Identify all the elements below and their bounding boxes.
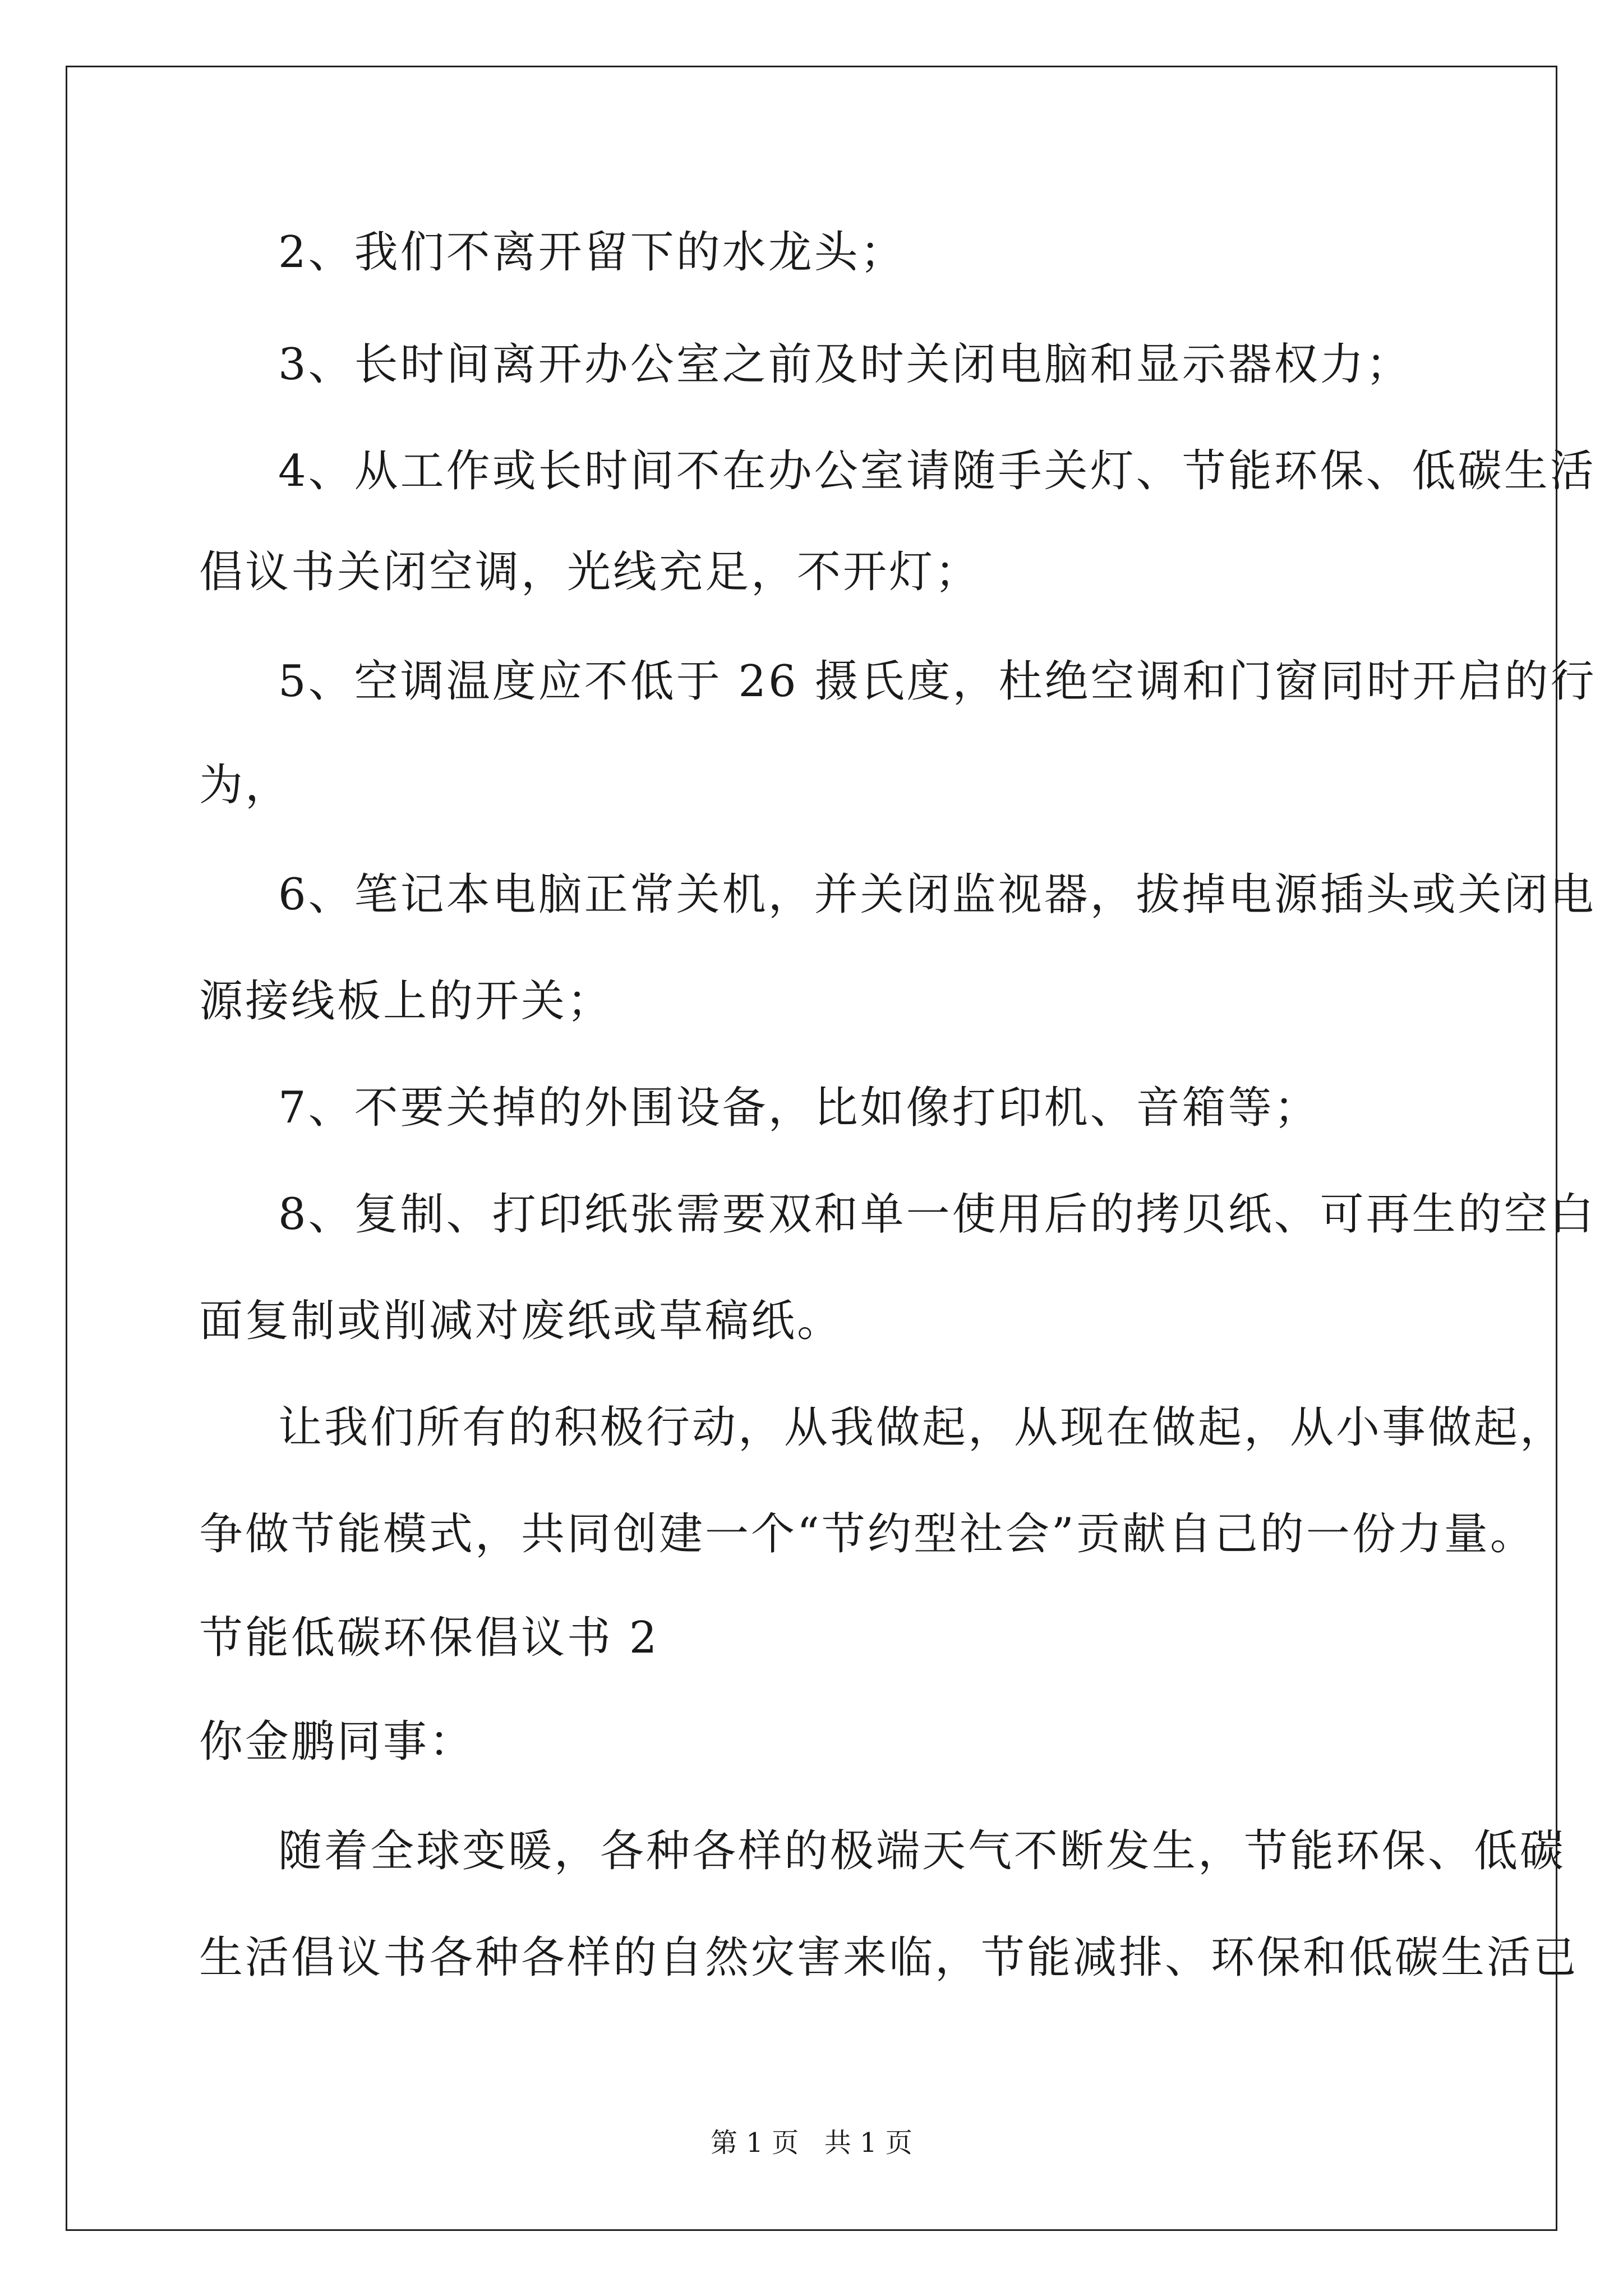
- body-line-1: 随着全球变暖，各种各样的极端天气不断发生，节能环保、低碳: [278, 1826, 1566, 1876]
- closing-line-2: 争做节能模式，共同创建一个“节约型社会”贡献自己的一份力量。: [199, 1509, 1536, 1559]
- item-6-line-1: 6、笔记本电脑正常关机，并关闭监视器，拔掉电源插头或关闭电: [278, 869, 1596, 920]
- item-3-line: 3、长时间离开办公室之前及时关闭电脑和显示器权力；: [278, 339, 1412, 390]
- item-8-line-2: 面复制或削减对废纸或草稿纸。: [199, 1296, 843, 1346]
- item-7-line: 7、不要关掉的外围设备，比如像打印机、音箱等；: [278, 1083, 1320, 1133]
- item-4-line-1: 4、从工作或长时间不在办公室请随手关灯、节能环保、低碳生活: [278, 446, 1596, 496]
- item-8-line-1: 8、复制、打印纸张需要双和单一使用后的拷贝纸、可再生的空白: [278, 1189, 1596, 1240]
- section-heading: 节能低碳环保倡议书 2: [199, 1613, 660, 1663]
- closing-line-1: 让我们所有的积极行动，从我做起，从现在做起，从小事做起，: [278, 1402, 1566, 1453]
- item-4-line-2: 倡议书关闭空调，光线充足，不开灯；: [199, 547, 981, 597]
- item-2-line: 2、我们不离开留下的水龙头；: [278, 227, 906, 278]
- item-6-line-2: 源接线板上的开关；: [199, 976, 614, 1027]
- page-number-footer: 第 1 页 共 1 页: [711, 2127, 912, 2159]
- body-line-2: 生活倡议书各种各样的自然灾害来临，节能减排、环保和低碳生活已: [199, 1932, 1579, 1983]
- salutation: 你金鹏同事：: [199, 1717, 476, 1767]
- item-5-line-1: 5、空调温度应不低于 26 摄氏度，杜绝空调和门窗同时开启的行: [278, 656, 1597, 707]
- item-5-line-2: 为，: [199, 760, 292, 811]
